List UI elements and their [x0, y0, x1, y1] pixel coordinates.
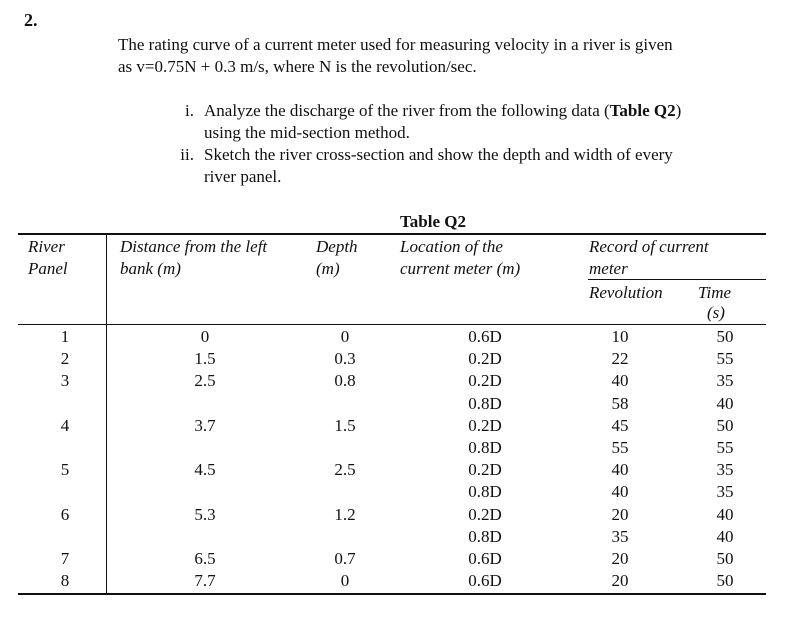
header-record-l2: meter — [589, 259, 628, 278]
cell-revolution: 22 — [611, 349, 629, 369]
cell-time: 35 — [716, 460, 734, 480]
cell-panel: 4 — [60, 415, 70, 435]
cell-distance: 2.5 — [194, 371, 216, 391]
header-river-panel-l1: River — [28, 237, 65, 256]
question-number: 2. — [24, 10, 38, 30]
cell-location: 0.2D — [468, 504, 502, 524]
cell-panel: 1 — [60, 327, 70, 346]
table-top-rule — [18, 233, 766, 235]
header-distance — [120, 236, 267, 280]
cell-depth: 0.7 — [334, 549, 356, 568]
cell-panel: 6 — [60, 504, 70, 524]
cell-time: 40 — [716, 393, 734, 413]
task-ii-number: ii. — [180, 145, 194, 164]
cell-depth: 0.8 — [334, 371, 356, 391]
table-row — [0, 437, 785, 459]
table-row — [0, 348, 785, 370]
cell-distance: 5.3 — [194, 504, 216, 524]
header-revolution: Revolution — [589, 283, 663, 302]
table-row — [0, 481, 785, 503]
cell-revolution: 40 — [611, 371, 629, 391]
header-bottom-rule — [18, 324, 766, 325]
header-record — [589, 236, 709, 280]
cell-distance: 0 — [200, 327, 210, 346]
cell-panel: 3 — [60, 371, 70, 391]
cell-revolution: 55 — [611, 438, 629, 457]
table-row — [0, 326, 785, 348]
cell-revolution: 20 — [611, 571, 629, 591]
table-row — [0, 393, 785, 415]
header-river-panel — [28, 236, 68, 280]
header-distance-l1: Distance from the left — [120, 237, 268, 256]
cell-location: 0.6D — [468, 327, 502, 346]
cell-depth: 0 — [340, 571, 350, 591]
cell-location: 0.2D — [468, 415, 502, 435]
cell-location: 0.2D — [468, 349, 502, 369]
cell-time: 50 — [716, 327, 734, 346]
header-distance-l2: bank (m) — [120, 259, 181, 278]
table-row — [0, 504, 785, 526]
header-record-l1: Record of current — [589, 237, 709, 256]
header-river-panel-l2: Panel — [28, 259, 68, 278]
cell-time: 40 — [716, 504, 734, 524]
header-time-l1: Time — [698, 283, 732, 302]
task-i-bold-ref: Table Q2 — [609, 101, 676, 120]
header-depth-l1: Depth — [316, 237, 358, 256]
cell-location: 0.2D — [468, 371, 502, 391]
cell-time: 50 — [716, 571, 734, 591]
task-i-line1-end: ) — [675, 101, 682, 120]
table-row — [0, 459, 785, 481]
cell-time: 35 — [716, 371, 734, 391]
cell-time: 50 — [716, 549, 734, 568]
cell-distance: 1.5 — [194, 349, 216, 369]
task-ii-line2: river panel. — [204, 167, 282, 186]
table-caption: Table Q2 — [400, 212, 466, 231]
cell-time: 55 — [716, 349, 734, 369]
header-time — [698, 282, 734, 324]
header-location-l1: Location of the — [400, 237, 503, 256]
header-depth — [316, 236, 358, 280]
cell-panel: 7 — [60, 549, 70, 568]
cell-time: 50 — [716, 415, 734, 435]
task-i-number: i. — [185, 101, 194, 120]
table-row — [0, 526, 785, 548]
intro-line-2: as v=0.75N + 0.3 m/s, where N is the revolution/sec. — [118, 57, 477, 76]
cell-panel: 8 — [60, 571, 70, 591]
cell-location: 0.8D — [468, 393, 502, 413]
cell-depth: 1.2 — [334, 504, 356, 524]
cell-panel: 5 — [60, 460, 70, 480]
task-ii-text — [204, 144, 764, 188]
header-depth-l2: (m) — [316, 259, 340, 278]
cell-distance: 6.5 — [194, 549, 216, 568]
cell-distance: 7.7 — [194, 571, 216, 591]
table-row — [0, 548, 785, 570]
task-ii-line1: Sketch the river cross-section and show the depth and width of every — [204, 145, 673, 164]
cell-depth: 1.5 — [334, 415, 356, 435]
cell-revolution: 35 — [611, 526, 629, 546]
cell-revolution: 58 — [611, 393, 629, 413]
table-bottom-rule — [18, 593, 766, 595]
cell-location: 0.6D — [468, 571, 502, 591]
cell-depth: 0 — [340, 327, 350, 346]
header-location-l2: current meter (m) — [400, 259, 521, 278]
cell-location: 0.6D — [468, 549, 502, 568]
cell-revolution: 45 — [611, 415, 629, 435]
cell-revolution: 20 — [611, 504, 629, 524]
cell-location: 0.2D — [468, 460, 502, 480]
cell-panel: 2 — [60, 349, 70, 369]
cell-depth: 2.5 — [334, 460, 356, 480]
task-i-line2: using the mid-section method. — [204, 123, 410, 142]
header-time-l2: (s) — [707, 303, 725, 322]
header-location — [400, 236, 520, 280]
cell-location: 0.8D — [468, 526, 502, 546]
cell-time: 40 — [716, 526, 734, 546]
task-i-text — [204, 100, 764, 144]
cell-location: 0.8D — [468, 482, 502, 502]
cell-revolution: 40 — [611, 460, 629, 480]
cell-depth: 0.3 — [334, 349, 356, 369]
cell-revolution: 10 — [611, 327, 629, 346]
question-intro — [118, 34, 768, 78]
table-row — [0, 370, 785, 392]
table-row — [0, 570, 785, 592]
cell-distance: 3.7 — [194, 415, 216, 435]
intro-line-1: The rating curve of a current meter used for measuring velocity in a river is given — [118, 35, 673, 54]
cell-revolution: 20 — [611, 549, 629, 568]
table-row — [0, 415, 785, 437]
cell-time: 55 — [716, 438, 734, 457]
cell-time: 35 — [716, 482, 734, 502]
cell-location: 0.8D — [468, 438, 502, 457]
cell-revolution: 40 — [611, 482, 629, 502]
task-i-line1: Analyze the discharge of the river from the following data ( — [204, 101, 610, 120]
cell-distance: 4.5 — [194, 460, 216, 480]
